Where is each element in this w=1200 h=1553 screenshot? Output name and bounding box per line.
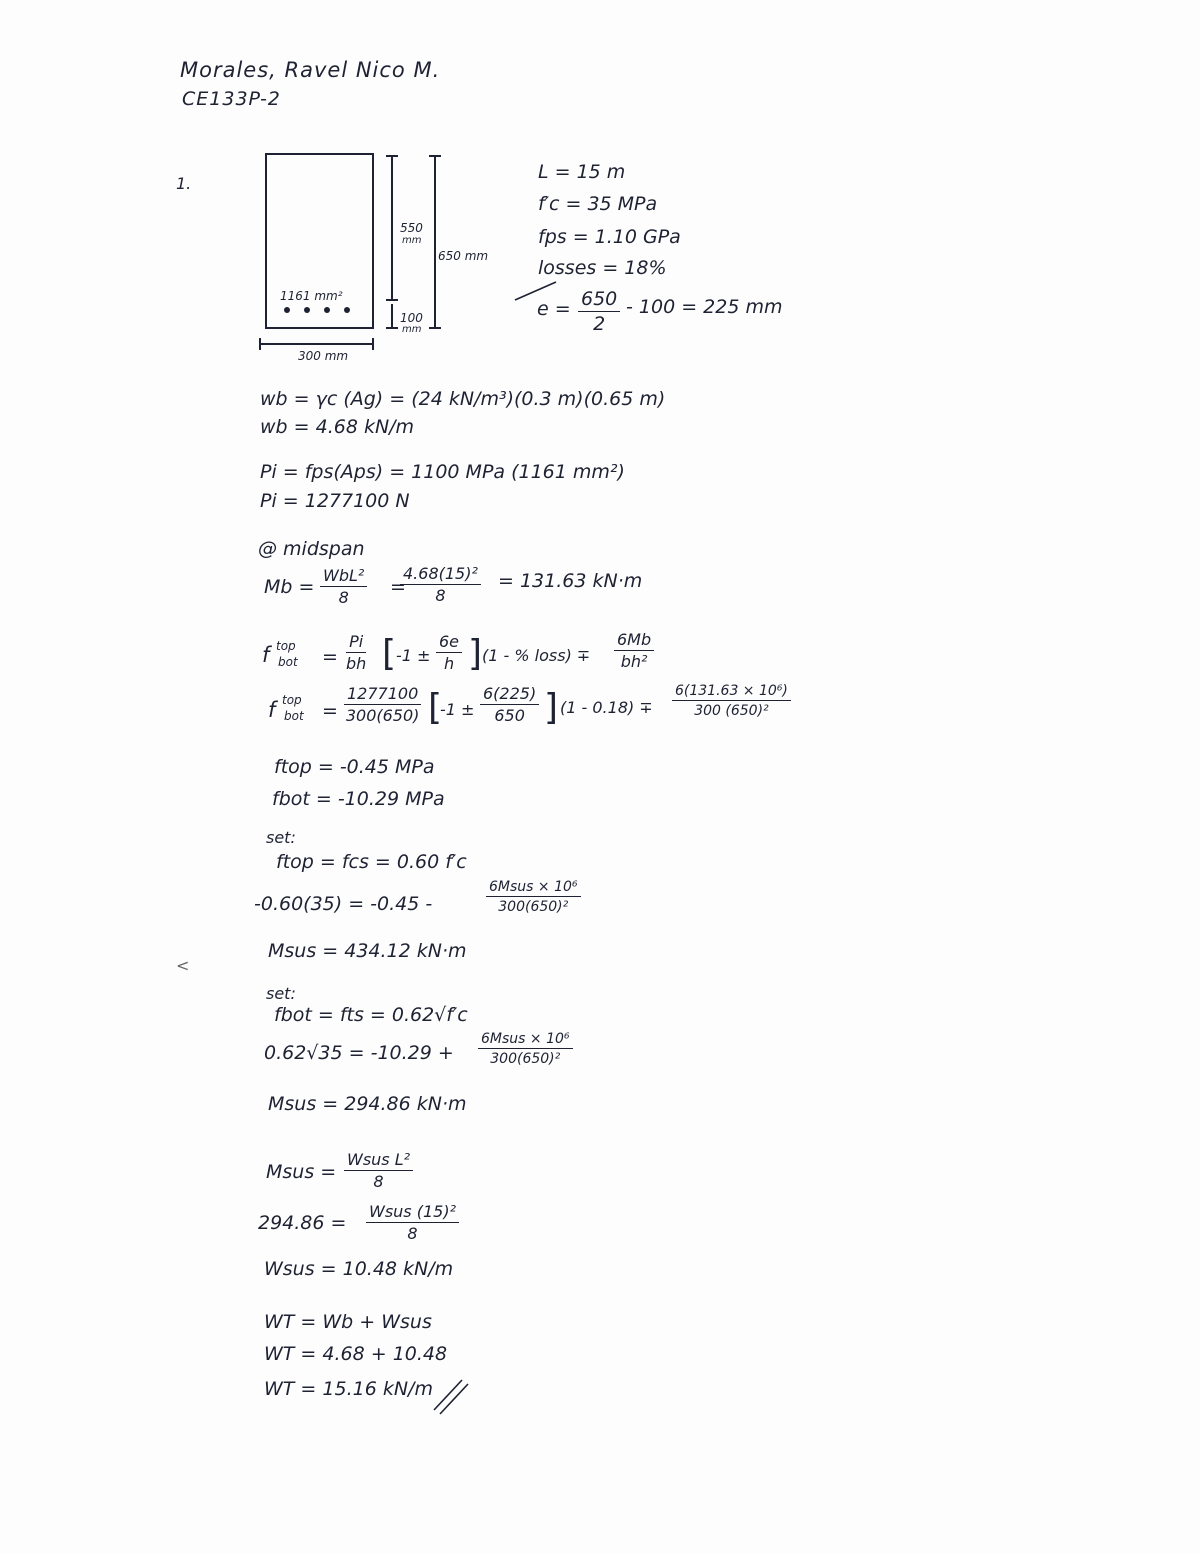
wsus-lhs-2: 294.86 = xyxy=(258,1212,347,1234)
stress-general-6e-over-h: $\frac{6e}{h}$ xyxy=(436,634,462,672)
wb-line-1: wb = γc (Ag) = (24 kN/m³)(0.3 m)(0.65 m) xyxy=(260,388,666,410)
wsus-lhs-1: Msus = xyxy=(266,1161,337,1183)
student-name: Morales, Ravel Nico M. xyxy=(180,58,441,82)
stress-general-top: top xyxy=(276,639,296,653)
wsus-fraction-2: Wsus (15)² 8 xyxy=(366,1204,459,1242)
margin-mark: < xyxy=(176,956,190,975)
stress-sub-equals: = xyxy=(322,700,338,722)
stress-sub-6e-over-h: $\frac{6(225)}{650}$ xyxy=(480,686,539,724)
course-code: CE133P-2 xyxy=(182,88,281,110)
eccentricity-lhs: e = xyxy=(537,298,571,320)
midspan-title: @ midspan xyxy=(258,538,365,560)
stress-general-loss: (1 - % loss) ∓ xyxy=(482,646,591,665)
set-1-fraction: 6Msus × 10⁶ 300(650)² xyxy=(486,880,581,914)
dim-550-unit: mm xyxy=(402,235,422,246)
set-2-line-1: fbot = fts = 0.62√f′c xyxy=(274,1004,468,1026)
stress-general-moment-term: $\frac{6Mb}{\text{bh²}}$ xyxy=(614,632,654,670)
stress-sub-inner: -1 ± xyxy=(440,700,475,719)
problem-number: 1. xyxy=(176,174,192,193)
set-2-fraction: 6Msus × 10⁶ 300(650)² xyxy=(478,1032,573,1066)
given-length: L = 15 m xyxy=(538,161,626,183)
mb-lhs: Mb = xyxy=(264,576,315,598)
dim-100-label: 100 xyxy=(400,311,423,325)
ftop-result: ftop = -0.45 MPa xyxy=(274,756,435,778)
wb-line-2: wb = 4.68 kN/m xyxy=(260,416,415,438)
mb-result: = 131.63 kN·m xyxy=(498,570,643,592)
stress-sub-loss: (1 - 0.18) ∓ xyxy=(560,698,653,717)
wt-line-1: WT = Wb + Wsus xyxy=(264,1311,432,1333)
wt-line-3: WT = 15.16 kN/m xyxy=(264,1378,433,1400)
set-2-label: set: xyxy=(266,984,296,1003)
stress-sub-moment-term: $\frac{\text{6(131.63 × 10⁶)}}{\text{300 (650)²}}$ xyxy=(672,684,791,718)
mb-equals: = xyxy=(390,576,406,598)
eccentricity-fraction: $\frac{650}{2}$ xyxy=(578,290,620,334)
stress-sub-top: top xyxy=(282,693,302,707)
set-1-lhs: -0.60(35) = -0.45 - xyxy=(254,893,433,915)
eccentricity-result: - 100 = 225 mm xyxy=(626,296,783,318)
set-1-result: Msus = 434.12 kN·m xyxy=(268,940,467,962)
pi-line-1: Pi = fps(Aps) = 1100 MPa (1161 mm²) xyxy=(260,461,625,483)
dim-100-unit: mm xyxy=(402,324,422,335)
stress-general-f: f xyxy=(262,643,270,667)
stress-general-bot: bot xyxy=(278,655,298,669)
stress-general-pi-over-bh: $\frac{Pi}{bh}$ xyxy=(346,632,367,673)
given-fps: fps = 1.10 GPa xyxy=(538,226,681,248)
wsus-fraction-1: Wsus L² 8 xyxy=(344,1152,413,1190)
dim-650-label: 650 mm xyxy=(438,249,489,263)
stress-general-close-bracket: ] xyxy=(468,633,483,674)
wt-line-2: WT = 4.68 + 10.48 xyxy=(264,1343,448,1365)
dim-300-label: 300 mm xyxy=(298,349,349,363)
mb-fraction-2: $\frac{\text{4.68(15)²}}{8}$ xyxy=(400,566,481,604)
stress-sub-bot: bot xyxy=(284,709,304,723)
given-losses: losses = 18% xyxy=(538,257,667,279)
stress-general-open-bracket: [ xyxy=(382,633,397,674)
mb-fraction-1: WbL² 8 xyxy=(320,568,367,606)
set-2-result: Msus = 294.86 kN·m xyxy=(268,1093,467,1115)
wsus-result: Wsus = 10.48 kN/m xyxy=(264,1258,454,1280)
fbot-result: fbot = -10.29 MPa xyxy=(272,788,445,810)
dim-550-label: 550 xyxy=(400,221,423,235)
steel-area-label: 1161 mm² xyxy=(280,289,343,303)
stress-sub-open-bracket: [ xyxy=(428,687,443,728)
set-1-line-1: ftop = fcs = 0.60 f′c xyxy=(276,851,467,873)
stress-sub-f: f xyxy=(268,698,276,722)
set-1-label: set: xyxy=(266,828,296,847)
pi-line-2: Pi = 1277100 N xyxy=(260,490,410,512)
stress-general-inner: -1 ± xyxy=(396,646,431,665)
given-fc: f′c = 35 MPa xyxy=(538,193,658,215)
set-2-lhs: 0.62√35 = -10.29 + xyxy=(264,1042,454,1064)
stress-sub-close-bracket: ] xyxy=(544,687,559,728)
stress-sub-pi-over-bh: $\frac{1277100}{300(650)}$ xyxy=(345,684,420,725)
stress-general-equals: = xyxy=(322,646,338,668)
